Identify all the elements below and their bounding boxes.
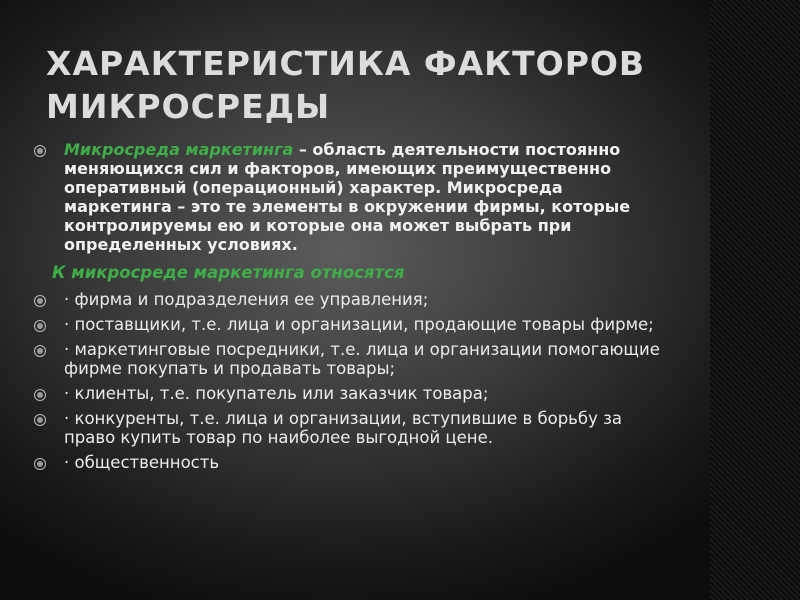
- intro-paragraph: [34, 140, 664, 254]
- bullet-icon: [34, 320, 46, 332]
- bullet-icon: [34, 414, 46, 426]
- list-item: [34, 453, 664, 472]
- bullet-icon: [34, 345, 46, 357]
- list-item: [34, 315, 664, 334]
- list-item-text: · конкуренты, т.е. лица и организации, вступившие в борьбу за право купить товар по наиболее выгодной цене.: [64, 409, 622, 447]
- bullet-icon: [34, 145, 46, 157]
- intro-text: [64, 140, 664, 254]
- slide-title: [46, 42, 686, 128]
- list-subheading: К микросреде маркетинга относятся: [52, 263, 405, 282]
- list-item-text: · клиенты, т.е. покупатель или заказчик товара;: [64, 384, 489, 403]
- list-item-text: · поставщики, т.е. лица и организации, продающие товары фирме;: [64, 315, 654, 334]
- list-item-text: · общественность: [64, 453, 220, 472]
- decorative-stripe: [710, 0, 800, 600]
- list-item-text: · маркетинговые посредники, т.е. лица и организации помогающие фирме покупать и продавать товары;: [64, 340, 660, 378]
- slide-title-line-1: ХАРАКТЕРИСТИКА ФАКТОРОВ: [46, 44, 646, 83]
- bullet-icon: [34, 295, 46, 307]
- bullet-icon: [34, 389, 46, 401]
- list-item: [34, 384, 664, 403]
- list-item: [34, 409, 664, 447]
- intro-definition: – область деятельности постоянно меняющихся сил и факторов, имеющих преимущественно оперативный (операционный) характер. Микросреда маркетинга – это те элементы в окружении фирмы, которые контролируемы ею и которые она может выбрать при определенных условиях.: [64, 140, 631, 254]
- bullet-icon: [34, 458, 46, 470]
- list-item: [34, 340, 664, 378]
- list-item-text: · фирма и подразделения ее управления;: [64, 290, 429, 309]
- slide-content: [34, 140, 664, 478]
- intro-term: Микросреда маркетинга: [64, 140, 294, 159]
- list-item: [34, 290, 664, 309]
- slide-title-line-2: МИКРОСРЕДЫ: [46, 87, 331, 126]
